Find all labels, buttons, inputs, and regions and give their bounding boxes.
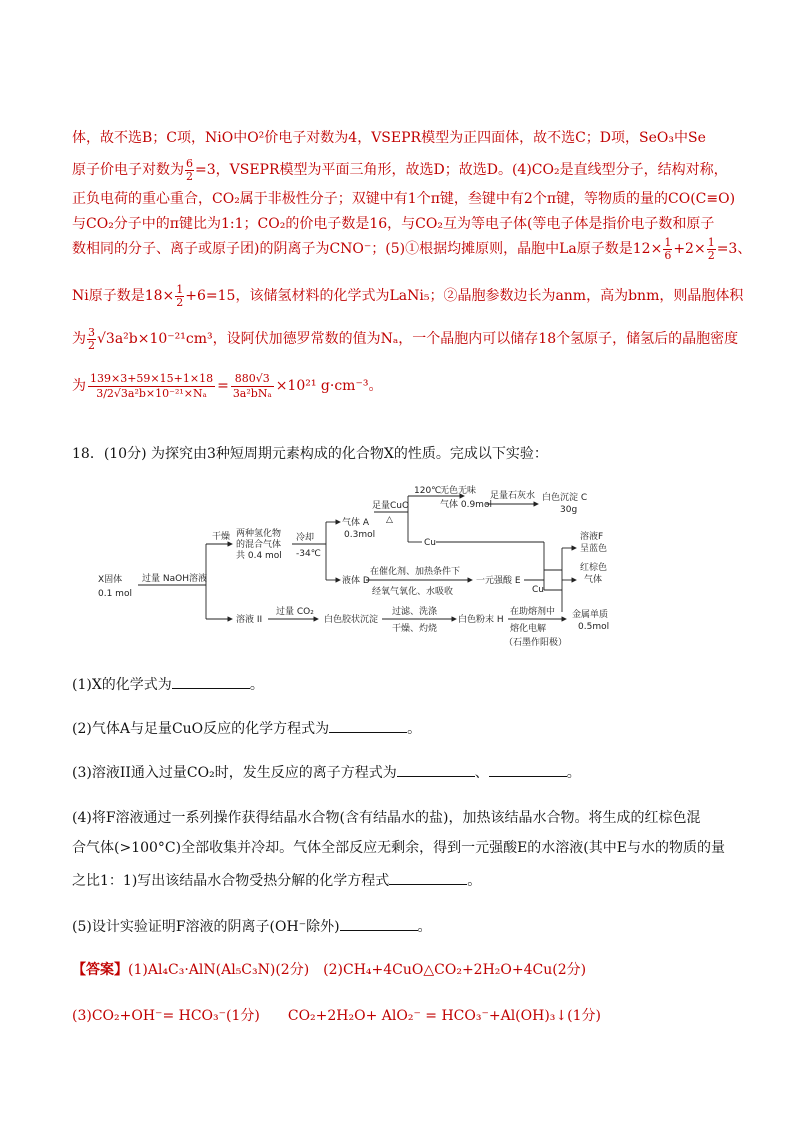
diagram-limewater: 足量石灰水 bbox=[490, 491, 536, 501]
question-4-line-2: 合气体(>100°C)全部收集并冷却。气体全部反应无剩余，得到一元强酸E的水溶液(其中E与水的物质的量 bbox=[72, 840, 725, 856]
solution-line-4: 与CO₂分子中的π键比为1:1；CO₂的价电子数是16，与CO₂互为等电子体(等电子体是指价电子数和原子 bbox=[72, 216, 715, 232]
diagram-gas-a-amount: 0.3mol bbox=[344, 530, 376, 540]
question-4-line-3: 之比1：1)写出该结晶水合物受热分解的化学方程式 。 bbox=[72, 870, 732, 891]
diagram-powder-h: 白色粉末 H bbox=[458, 615, 504, 625]
answer-blank bbox=[397, 762, 475, 777]
diagram-mix-1: 两种氢化物 bbox=[236, 529, 282, 539]
question-header: 18．(10分) 为探究由3种短周期元素构成的化合物X的性质。完成以下实验： bbox=[72, 446, 548, 462]
diagram-cu-1: Cu bbox=[424, 538, 436, 548]
diagram-mix-3: 共 0.4 mol bbox=[236, 551, 282, 561]
diagram-white-gel: 白色胶状沉淀 bbox=[324, 615, 379, 625]
solution-line-2: 原子价电子对数为 $\frac{6}{2}$ =3，VSEPR模型为平面三角形，故选D；故选D。(4)CO₂是直线型分子，结构对称， bbox=[72, 156, 728, 183]
diagram-cool-1: 冷却 bbox=[296, 533, 315, 543]
solution-line-3: 正负电荷的重心重合，CO₂属于非极性分子；双键中有1个π键，叁键中有2个π键，等物质的量的CO(C≡O) bbox=[72, 191, 736, 207]
diagram-acid-e: 一元强酸 E bbox=[476, 576, 521, 586]
diagram-colorless-2: 气体 0.9mol bbox=[440, 500, 492, 510]
diagram-mix-2: 的混合气体 bbox=[236, 540, 282, 550]
diagram-colorless-1: 无色无味 bbox=[440, 486, 477, 496]
diagram-cu-2: Cu bbox=[532, 585, 544, 595]
diagram-metal-amount: 0.5mol bbox=[578, 622, 610, 632]
diagram-x-solid: X固体 bbox=[98, 575, 123, 585]
question-1: (1)X的化学式为 。 bbox=[72, 674, 732, 695]
diagram-liquid-d: 液体 D bbox=[342, 576, 370, 586]
diagram-catalyst: 在催化剂、加热条件下 bbox=[370, 567, 461, 577]
answer-blank bbox=[329, 718, 407, 733]
fraction: $\frac{3}{2}$ bbox=[88, 325, 95, 352]
solution-line-8: 为 $\frac{139\times 3+59\times 15+1\times 18}{\text{3/2√3a²b×10⁻²¹×Nₐ}}$ = $\frac{880√3}{\text{3a²bNₐ}}$ ×10²¹ g·cm⁻³。 bbox=[72, 371, 383, 400]
diagram-solution-ii: 溶液 II bbox=[236, 615, 263, 625]
answer-blank bbox=[340, 916, 418, 931]
diagram-gas-a: 气体 A bbox=[342, 518, 370, 528]
diagram-metal: 金属单质 bbox=[572, 610, 609, 620]
diagram-naoh: 过量 NaOH溶液 bbox=[142, 574, 207, 584]
answer-blank bbox=[389, 870, 467, 885]
diagram-redbrown-2: 气体 bbox=[584, 575, 603, 585]
solution-line-1: 体，故不选B；C项，NiO中O²价电子对数为4，VSEPR模型为正四面体，故不选C；D项，SeO₃中Se bbox=[72, 130, 706, 146]
diagram-oxidize: 经氧气氧化、水吸收 bbox=[372, 587, 454, 597]
question-3: (3)溶液II通入过量CO₂时，发生反应的离子方程式为 、 。 bbox=[72, 762, 732, 783]
diagram-redbrown-1: 红棕色 bbox=[580, 563, 608, 573]
diagram-x-amount: 0.1 mol bbox=[98, 589, 132, 599]
diagram-heat: △ bbox=[386, 515, 393, 525]
solution-line-7: 为 $\frac{3}{2}$ √3a²b×10⁻²¹cm³，设阿伏加德罗常数的值为Nₐ，一个晶胞内可以储存18个氢原子，储氢后的晶胞密度 bbox=[72, 325, 739, 352]
diagram-cool-2: -34℃ bbox=[296, 549, 321, 559]
diagram-melt: 熔化电解 bbox=[510, 624, 547, 634]
diagram-graphite: （石墨作阳极） bbox=[504, 638, 568, 648]
diagram-white-c-amount: 30g bbox=[560, 505, 578, 515]
fraction: $\frac{1}{6}$ bbox=[664, 235, 672, 262]
diagram-co2: 过量 CO₂ bbox=[276, 607, 314, 617]
answer-tag: 【答案】 bbox=[72, 962, 128, 978]
fraction: $\frac{1}{2}$ bbox=[176, 282, 184, 309]
solution-line-5: 数相同的分子、离子或原子团)的阴离子为CNO⁻；(5)①根据均摊原则，晶胞中La原子数是12× $\frac{1}{6}$ +2× $\frac{1}{2}$ =3、 bbox=[72, 235, 752, 262]
diagram-dry: 干燥 bbox=[212, 532, 231, 542]
question-2: (2)气体A与足量CuO反应的化学方程式为 。 bbox=[72, 718, 732, 739]
experiment-flow-diagram bbox=[96, 484, 656, 648]
answer-line-1: 【答案】(1)Al₄C₃·AlN(Al₅C₃N)(2分) (2)CH₄+4CuO△CO₂+2H₂O+4Cu(2分) bbox=[72, 962, 587, 978]
answer-line-2: (3)CO₂+OH⁻= HCO₃⁻(1分) CO₂+2H₂O+ AlO₂⁻ = HCO₃⁻+Al(OH)₃↓(1分) bbox=[72, 1008, 601, 1024]
diagram-white-c: 白色沉淀 C bbox=[542, 493, 588, 503]
answer-blank bbox=[172, 674, 250, 689]
diagram-cuo: 足量CuO bbox=[372, 501, 410, 511]
diagram-dry-burn: 干燥、灼烧 bbox=[392, 624, 438, 634]
density-fraction-simplified: $\frac{880√3}{\text{3a²bNₐ}}$ bbox=[232, 371, 272, 400]
diagram-blue: 呈蓝色 bbox=[580, 544, 608, 554]
question-4-line-1: (4)将F溶液通过一系列操作获得结晶水合物(含有结晶水的盐)，加热该结晶水合物。将生成的红棕色混 bbox=[72, 810, 701, 826]
answer-blank bbox=[489, 762, 567, 777]
fraction: $\frac{6}{2}$ bbox=[186, 156, 193, 183]
question-5: (5)设计实验证明F溶液的阴离子(OH⁻除外) 。 bbox=[72, 916, 732, 937]
fraction: $\frac{1}{2}$ bbox=[707, 235, 715, 262]
diagram-filter: 过滤、洗涤 bbox=[392, 607, 438, 617]
diagram-solution-f: 溶液F bbox=[580, 532, 604, 542]
diagram-120c: 120℃ bbox=[414, 486, 442, 496]
diagram-flux: 在助熔剂中 bbox=[510, 607, 556, 617]
density-fraction: $\frac{139\times 3+59\times 15+1\times 18}{\text{3/2√3a²b×10⁻²¹×Nₐ}}$ bbox=[90, 371, 214, 400]
solution-line-6: Ni原子数是18× $\frac{1}{2}$ +6=15，该储氢材料的化学式为LaNi₅；②晶胞参数边长为anm，高为bnm，则晶胞体积 bbox=[72, 282, 744, 309]
